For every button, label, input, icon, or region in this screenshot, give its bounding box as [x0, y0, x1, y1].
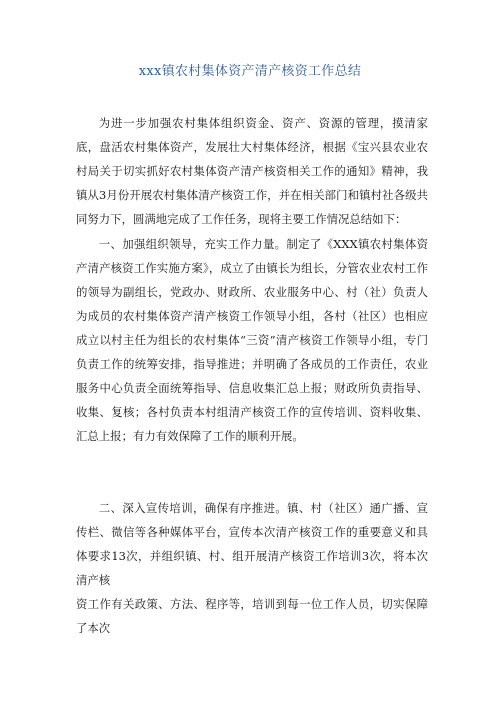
paragraph-continuation: 资工作有关政策、方法、程序等，培训到每一位工作人员，切实保障了本次 — [76, 597, 428, 635]
paragraph-training: 二、深入宣传培训，确保有序推进。镇、村（社区）通广播、宣传栏、微信等各种媒体平台，宣传本次清产核资工作的重要意义和具体要求13次，并组织镇、村、组开展清产核资工作培训3次，将本次清产核 — [76, 501, 428, 587]
paragraph-intro: 为进一步加强农村集体组织资金、资产、资源的管理，摸清家底，盘活农村集体资产，发展壮大村集体经济，根据《宝兴县农业农村局关于切实抓好农村集体资产清产核资相关工作的通知》精神，我镇从3月份开展农村集体清产核资工作，并在相关部门和镇村社各级共同努力下，圆满地完成了工作任务，现将主要工作情况总结如下： — [76, 116, 428, 226]
paragraph-organization: 一、加强组织领导，充实工作力量。制定了《XXX镇农村集体资产清产核资工作实施方案》，成立了由镇长为组长，分管农业农村工作的领导为副组长，党政办、财政所、农业服务中心、村（社）负责人为成员的农村集体资产清产核资工作领导小组，各村（社区）也相应成立以村主任为组长的农村集体“三资”清产核资工作领导小组，专门负责工作的统筹安排，指导推进；并明确了各成员的工作责任，农业服务中心负责全面统筹指导、信息收集汇总上报；财政所负责指导、收集、复核；各村负责本村组清产核资工作的宣传培训、资料收集、汇总上报；有力有效保障了工作的顺利开展。 — [76, 237, 428, 443]
document-title: xxx镇农村集体资产清产核资工作总结 — [138, 64, 362, 79]
